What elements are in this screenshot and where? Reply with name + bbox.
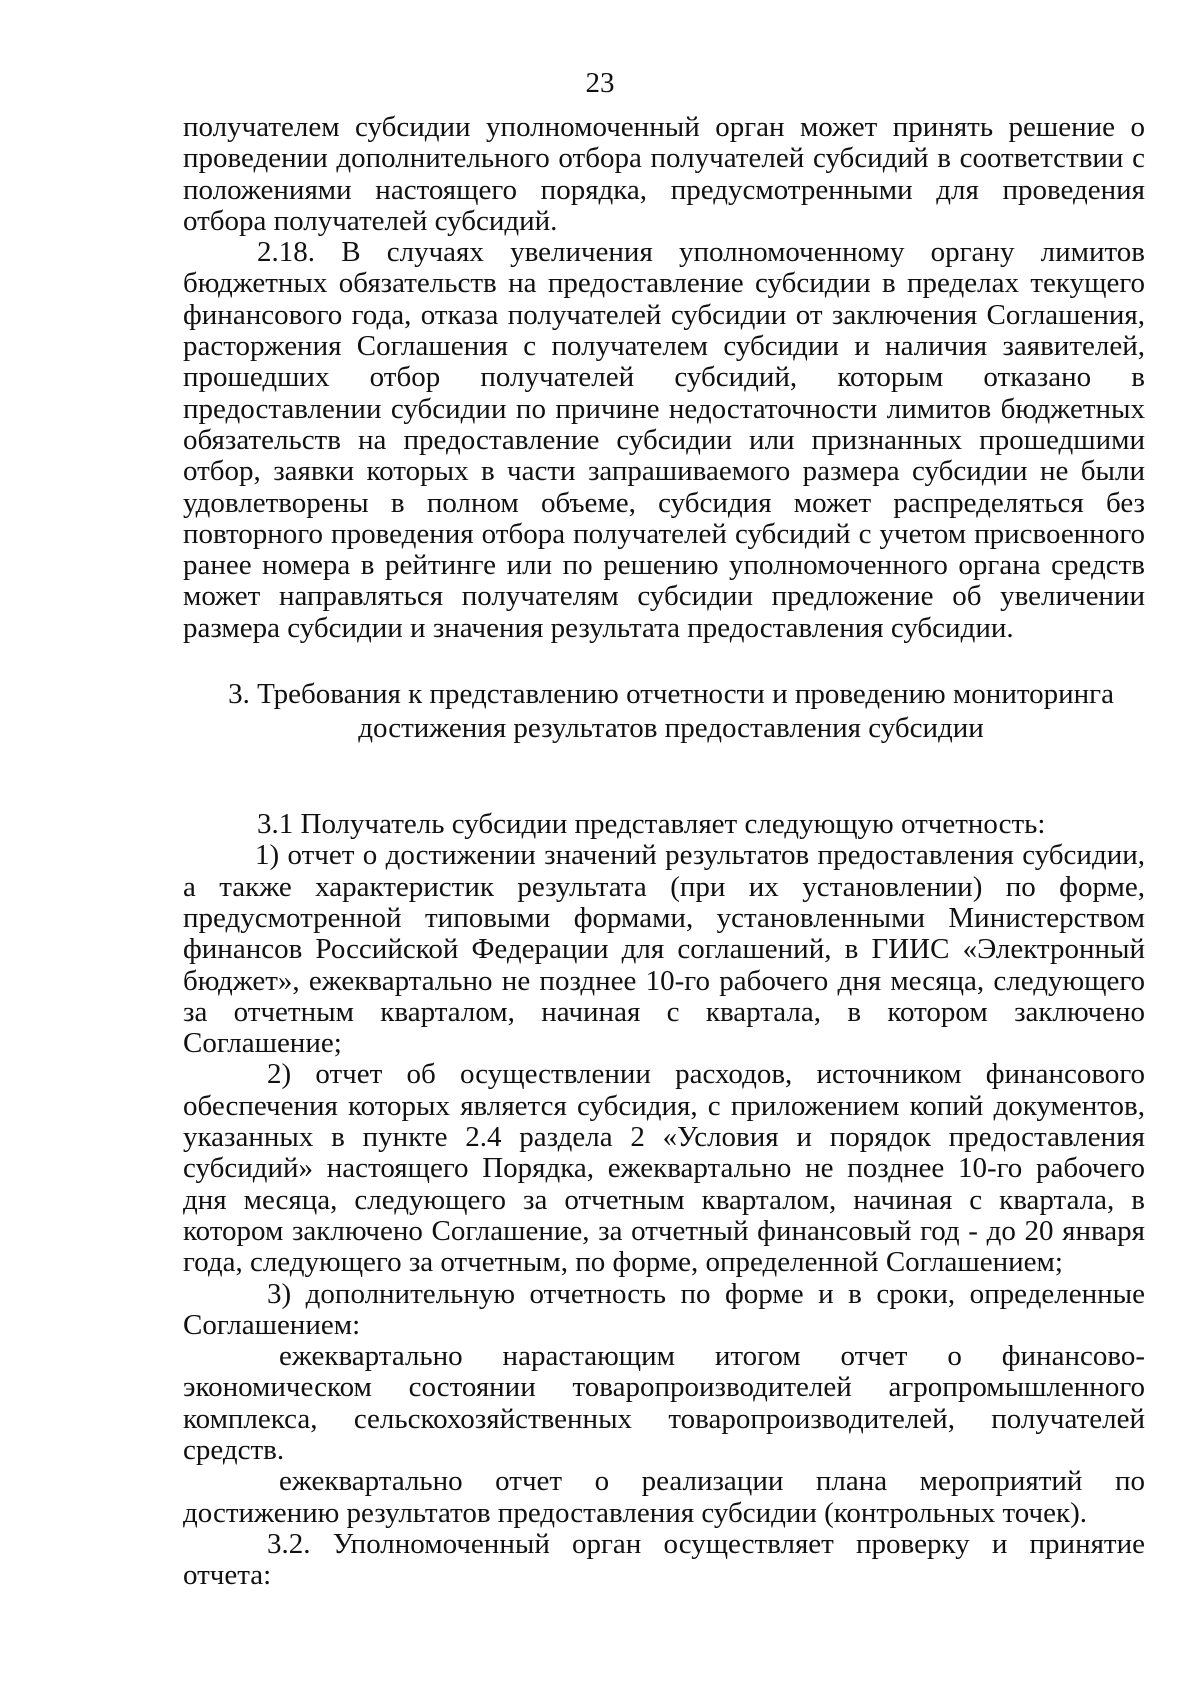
paragraph-continuation: получателем субсидии уполномоченный орган может принять решение о проведении дополнительного отбора получателей субсидий в соответствии с положениями настоящего порядка, предусмотренными для проведения отбора получателей субсидий. (183, 111, 1145, 237)
paragraph-3-1: 3.1 Получатель субсидии представляет следующую отчетность: (257, 808, 1046, 841)
list-item-2: 2) отчет об осуществлении расходов, источником финансового обеспечения которых является субсидия, с приложением копий документов, указанных в пункте 2.4 раздела 2 «Условия и порядок предоставления субсидий» настоящего Порядка, ежеквартально не позднее 10-го рабочего дня месяца, следующего за отчетным кварталом, начиная с квартала, в котором заключено Соглашение, за отчетный финансовый год - до 20 января года, следующего за отчетным, по форме, определенной Соглашением; (183, 1058, 1145, 1279)
list-item-1: 1) отчет о достижении значений результатов предоставления субсидии, а также характеристик результата (при их установлении) по форме, предусмотренной типовыми формами, установленными Министерством финансов Российской Федерации для соглашений, в ГИИС «Электронный бюджет», ежеквартально не позднее 10-го рабочего дня месяца, следующего за отчетным кварталом, начиная с квартала, в котором заключено Соглашение; (183, 839, 1145, 1060)
list-item-3: 3) дополнительную отчетность по форме и в сроки, определенные Соглашением: (183, 1277, 1145, 1341)
sub-item-plan-report: ежеквартально отчет о реализации плана мероприятий по достижению результатов предоставления субсидии (контрольных точек). (183, 1465, 1145, 1529)
section-heading-line1: 3. Требования к представлению отчетности и проведению мониторинга (228, 678, 1114, 711)
page-number: 23 (585, 67, 615, 99)
section-heading-line2: достижения результатов предоставления субсидии (358, 712, 984, 745)
document-body (183, 112, 1145, 1591)
spacer (183, 644, 1145, 677)
sub-item-financial-report: ежеквартально нарастающим итогом отчет о финансово-экономическом состоянии товаропроизводителей агропромышленного комплекса, сельскохозяйственных товаропроизводителей, получателей средств. (183, 1340, 1145, 1466)
paragraph-3-2: 3.2. Уполномоченный орган осуществляет проверку и принятие отчета: (183, 1527, 1145, 1592)
paragraph-2-18: 2.18. В случаях увеличения уполномоченному органу лимитов бюджетных обязательств на предоставление субсидии в пределах текущего финансового года, отказа получателей субсидии от заключения Соглашения, расторжения Соглашения с получателем субсидии и наличия заявителей, прошедших отбор получателей субсидий, которым отказано в предоставлении субсидии по причине недостаточности лимитов бюджетных обязательств на предоставление субсидии или признанных прошедшими отбор, заявки которых в части запрашиваемого размера субсидии не были удовлетворены в полном объеме, субсидия может распределяться без повторного проведения отбора получателей субсидий с учетом присвоенного ранее номера в рейтинге или по решению уполномоченного органа средств может направляться получателям субсидии предложение об увеличении размера субсидии и значения результата предоставления субсидии. (183, 236, 1145, 644)
spacer (183, 745, 1145, 809)
